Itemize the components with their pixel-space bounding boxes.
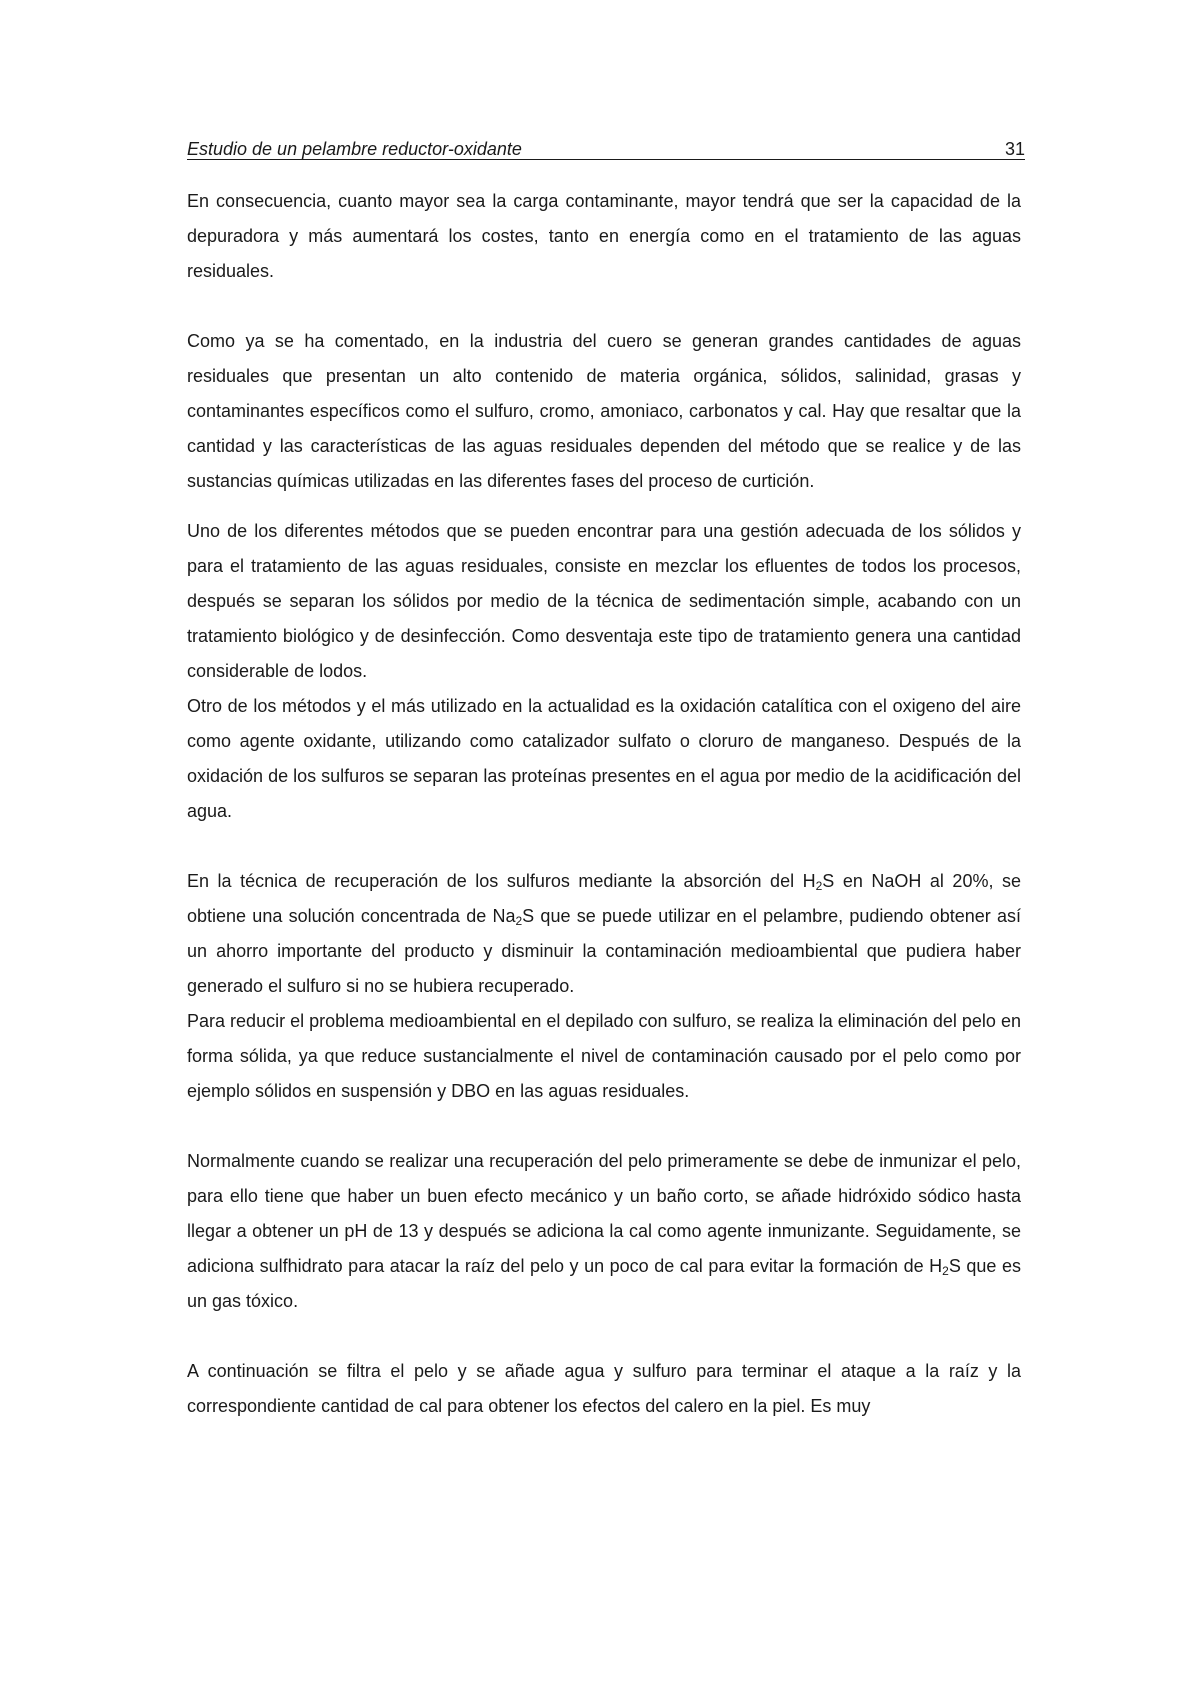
- subscript-2: 2: [942, 1264, 949, 1278]
- paragraph-5-text-1: En la técnica de recuperación de los sulfuros mediante la absorción del H: [187, 871, 816, 891]
- header-underline: [187, 159, 1025, 160]
- paragraph-8: A continuación se filtra el pelo y se añade agua y sulfuro para terminar el ataque a la raíz y la correspondiente cantidad de cal para obtener los efectos del calero en la piel. Es muy: [187, 1361, 1021, 1416]
- page-header: [187, 136, 1025, 162]
- page-number: 31: [1004, 139, 1025, 159]
- running-title: Estudio de un pelambre reductor-oxidante: [187, 139, 522, 159]
- paragraph-4: Otro de los métodos y el más utilizado en la actualidad es la oxidación catalítica con el oxigeno del aire como agente oxidante, utilizando como catalizador sulfato o cloruro de manganeso. Después de la oxidación de los sulfuros se separan las proteínas presentes en el agua por medio de la acidificación del agua.: [187, 696, 1021, 821]
- paragraph-7-text-2: S que es un gas tóxico.: [187, 1256, 1021, 1311]
- paragraph-5-text-3: S que se puede utilizar en el pelambre, pudiendo obtener así un ahorro importante del producto y disminuir la contaminación medioambiental que pudiera haber generado el sulfuro si no se hubiera recuperado.: [187, 906, 1021, 996]
- paragraph-6: Para reducir el problema medioambiental en el depilado con sulfuro, se realiza la eliminación del pelo en forma sólida, ya que reduce sustancialmente el nivel de contaminación causado por el pelo como por ejemplo sólidos en suspensión y DBO en las aguas residuales.: [187, 1011, 1021, 1101]
- paragraph-7: [187, 1144, 1021, 1319]
- paragraph-5-text-2: S en NaOH al 20%, se obtiene una solución concentrada de Na: [187, 871, 1021, 926]
- subscript-2: 2: [815, 879, 823, 893]
- paragraph-3: Uno de los diferentes métodos que se pueden encontrar para una gestión adecuada de los sólidos y para el tratamiento de las aguas residuales, consiste en mezclar los efluentes de todos los procesos, después se separan los sólidos por medio de la técnica de sedimentación simple, acabando con un tratamiento biológico y de desinfección. Como desventaja este tipo de tratamiento genera una cantidad considerable de lodos.: [187, 521, 1021, 681]
- paragraph-5: [187, 864, 1021, 1004]
- paragraph-2: Como ya se ha comentado, en la industria del cuero se generan grandes cantidades de aguas residuales que presentan un alto contenido de materia orgánica, sólidos, salinidad, grasas y contaminantes específicos como el sulfuro, cromo, amoniaco, carbonatos y cal. Hay que resaltar que la cantidad y las características de las aguas residuales dependen del método que se realice y de las sustancias químicas utilizadas en las diferentes fases del proceso de curtición.: [187, 331, 1021, 491]
- paragraph-1: En consecuencia, cuanto mayor sea la carga contaminante, mayor tendrá que ser la capacidad de la depuradora y más aumentará los costes, tanto en energía como en el tratamiento de las aguas residuales.: [187, 191, 1021, 281]
- subscript-2: 2: [515, 914, 523, 928]
- body-text: [187, 184, 1021, 1424]
- paragraph-7-text-1: Normalmente cuando se realizar una recuperación del pelo primeramente se debe de inmunizar el pelo, para ello tiene que haber un buen efecto mecánico y un baño corto, se añade hidróxido sódico hasta llegar a obtener un pH de 13 y después se adiciona la cal como agente inmunizante. Seguidamente, se adiciona sulfhidrato para atacar la raíz del pelo y un poco de cal para evitar la formación de H: [187, 1151, 1021, 1276]
